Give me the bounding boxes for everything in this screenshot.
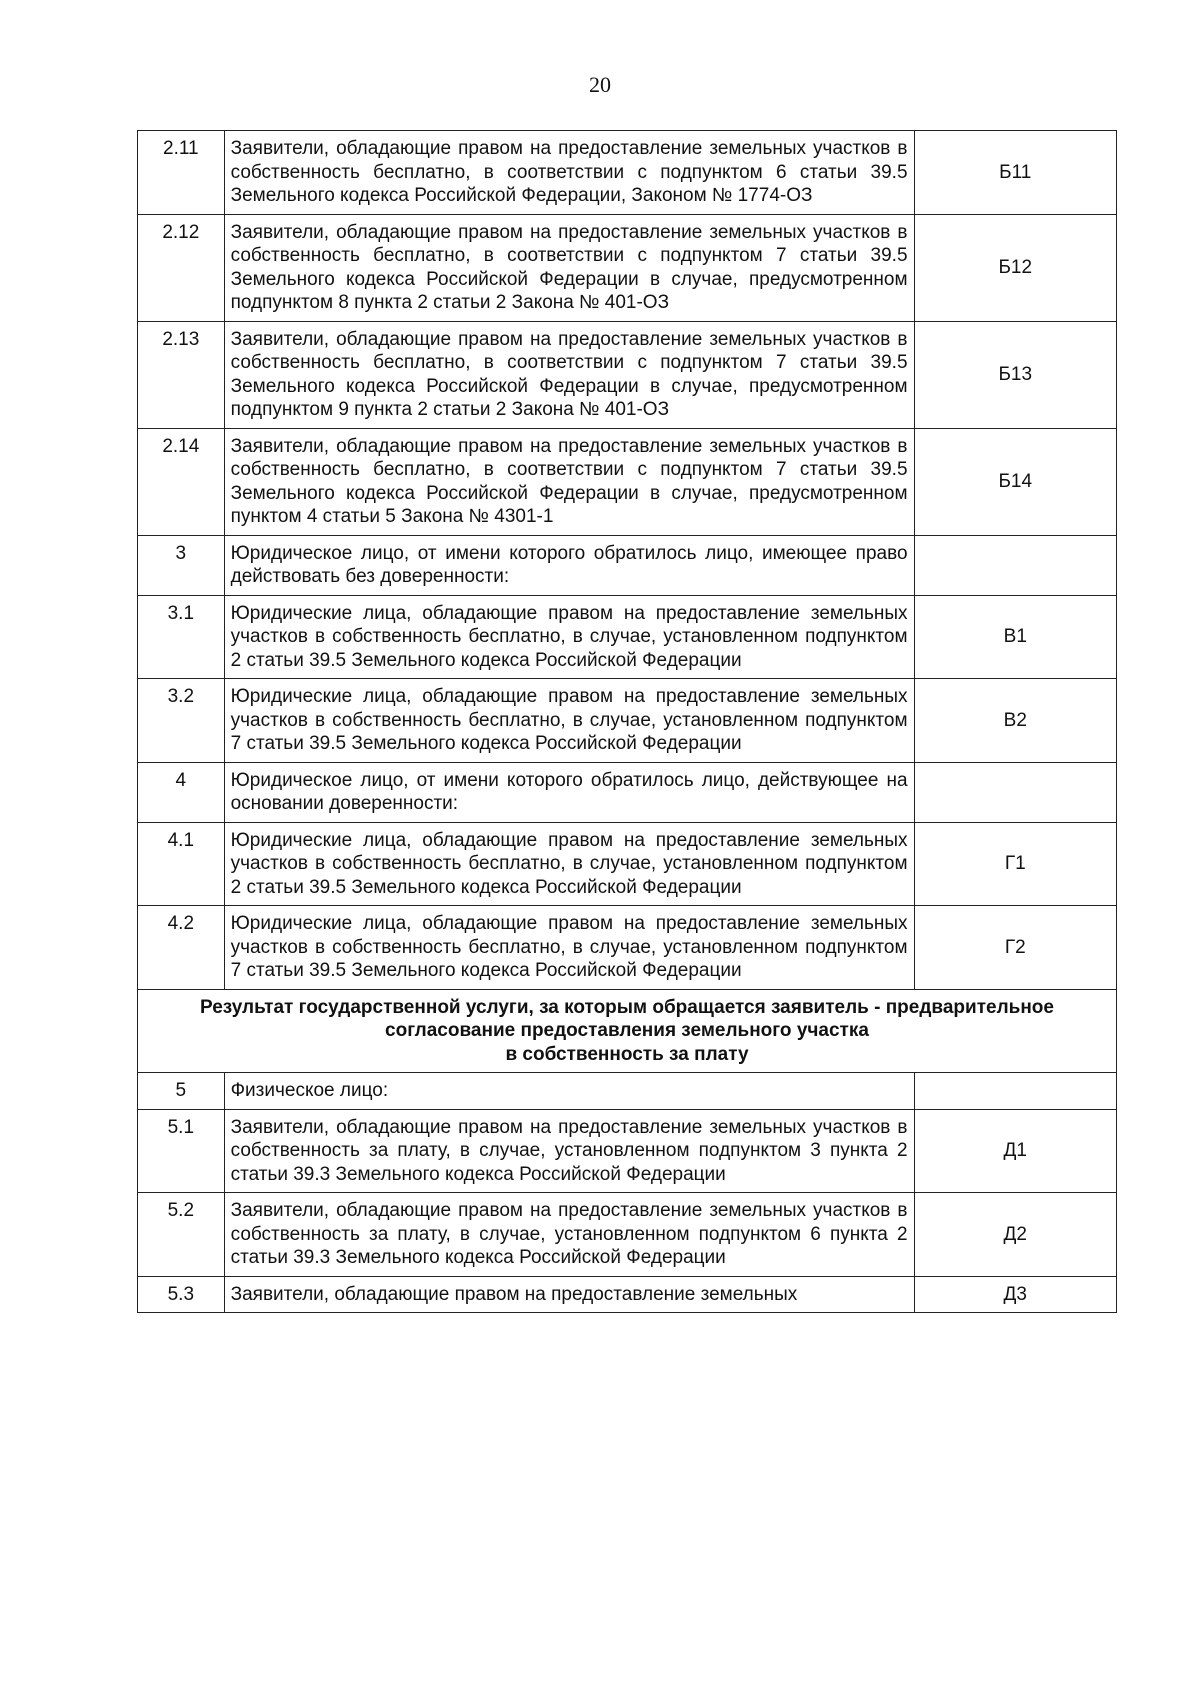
row-description: Юридические лица, обладающие правом на предоставление земельных участков в собственность бесплатно, в случае, установленном подпунктом 2 статьи 39.5 Земельного кодекса Российской Федерации — [224, 822, 914, 906]
row-number: 3.2 — [138, 679, 225, 763]
table-row — [138, 321, 1117, 428]
row-code: Б14 — [914, 428, 1116, 535]
table-row — [138, 535, 1117, 595]
row-description: Заявители, обладающие правом на предоставление земельных участков в собственность за плату, в случае, установленном подпунктом 6 пункта 2 статьи 39.3 Земельного кодекса Российской Федерации — [224, 1193, 914, 1277]
row-description: Заявители, обладающие правом на предоставление земельных участков в собственность бесплатно, в соответствии с подпунктом 6 статьи 39.5 Земельного кодекса Российской Федерации, Законом № 1774-ОЗ — [224, 131, 914, 215]
row-code: Д1 — [914, 1109, 1116, 1193]
table-row — [138, 1276, 1117, 1313]
table-row — [138, 762, 1117, 822]
row-number: 2.14 — [138, 428, 225, 535]
table-body-top — [138, 131, 1117, 990]
table-row — [138, 1193, 1117, 1277]
row-description: Юридическое лицо, от имени которого обратилось лицо, действующее на основании доверенности: — [224, 762, 914, 822]
row-description: Физическое лицо: — [224, 1073, 914, 1110]
row-code: Б11 — [914, 131, 1116, 215]
row-number: 4.2 — [138, 906, 225, 990]
row-number: 2.12 — [138, 214, 225, 321]
row-description: Заявители, обладающие правом на предоставление земельных — [224, 1276, 914, 1313]
table-row — [138, 822, 1117, 906]
row-code — [914, 1073, 1116, 1110]
row-code: В2 — [914, 679, 1116, 763]
row-code: Б12 — [914, 214, 1116, 321]
row-number: 5.1 — [138, 1109, 225, 1193]
table-row — [138, 131, 1117, 215]
row-code: Б13 — [914, 321, 1116, 428]
row-code: Г1 — [914, 822, 1116, 906]
section-heading-body — [138, 989, 1117, 1073]
row-number: 2.13 — [138, 321, 225, 428]
section-heading-line-2: согласование предоставления земельного участка — [385, 1020, 869, 1041]
row-number: 5.3 — [138, 1276, 225, 1313]
row-number: 5 — [138, 1073, 225, 1110]
table-row — [138, 906, 1117, 990]
row-code: Д3 — [914, 1276, 1116, 1313]
table-row — [138, 595, 1117, 679]
table-body-bottom — [138, 1073, 1117, 1313]
row-description: Юридические лица, обладающие правом на предоставление земельных участков в собственность бесплатно, в случае, установленном подпунктом 7 статьи 39.5 Земельного кодекса Российской Федерации — [224, 906, 914, 990]
table-row — [138, 1109, 1117, 1193]
row-description: Заявители, обладающие правом на предоставление земельных участков в собственность бесплатно, в соответствии с подпунктом 7 статьи 39.5 Земельного кодекса Российской Федерации в случае, предусмотренном подпунктом 9 пункта 2 статьи 2 Закона № 401-ОЗ — [224, 321, 914, 428]
row-description: Заявители, обладающие правом на предоставление земельных участков в собственность бесплатно, в соответствии с подпунктом 7 статьи 39.5 Земельного кодекса Российской Федерации в случае, предусмотренном подпунктом 8 пункта 2 статьи 2 Закона № 401-ОЗ — [224, 214, 914, 321]
row-description: Заявители, обладающие правом на предоставление земельных участков в собственность за плату, в случае, установленном подпунктом 3 пункта 2 статьи 39.3 Земельного кодекса Российской Федерации — [224, 1109, 914, 1193]
applicants-table — [137, 130, 1117, 1313]
section-heading-row — [138, 989, 1117, 1073]
row-number: 5.2 — [138, 1193, 225, 1277]
section-heading-line-3: в собственность за плату — [505, 1043, 749, 1065]
row-number: 3 — [138, 535, 225, 595]
row-code: Г2 — [914, 906, 1116, 990]
page-number: 20 — [589, 72, 611, 97]
row-code — [914, 762, 1116, 822]
row-code: В1 — [914, 595, 1116, 679]
table-row — [138, 1073, 1117, 1110]
table-row — [138, 679, 1117, 763]
row-number: 2.11 — [138, 131, 225, 215]
section-heading-line-1: Результат государственной услуги, за которым обращается заявитель - предварительное — [200, 996, 1054, 1018]
section-heading — [138, 989, 1117, 1073]
table-row — [138, 428, 1117, 535]
row-number: 4.1 — [138, 822, 225, 906]
row-description: Юридические лица, обладающие правом на предоставление земельных участков в собственность бесплатно, в случае, установленном подпунктом 7 статьи 39.5 Земельного кодекса Российской Федерации — [224, 679, 914, 763]
row-code: Д2 — [914, 1193, 1116, 1277]
row-code — [914, 535, 1116, 595]
table-row — [138, 214, 1117, 321]
row-description: Юридические лица, обладающие правом на предоставление земельных участков в собственность бесплатно, в случае, установленном подпунктом 2 статьи 39.5 Земельного кодекса Российской Федерации — [224, 595, 914, 679]
row-number: 3.1 — [138, 595, 225, 679]
row-description: Юридическое лицо, от имени которого обратилось лицо, имеющее право действовать без доверенности: — [224, 535, 914, 595]
row-number: 4 — [138, 762, 225, 822]
row-description: Заявители, обладающие правом на предоставление земельных участков в собственность бесплатно, в соответствии с подпунктом 7 статьи 39.5 Земельного кодекса Российской Федерации в случае, предусмотренном пунктом 4 статьи 5 Закона № 4301-1 — [224, 428, 914, 535]
